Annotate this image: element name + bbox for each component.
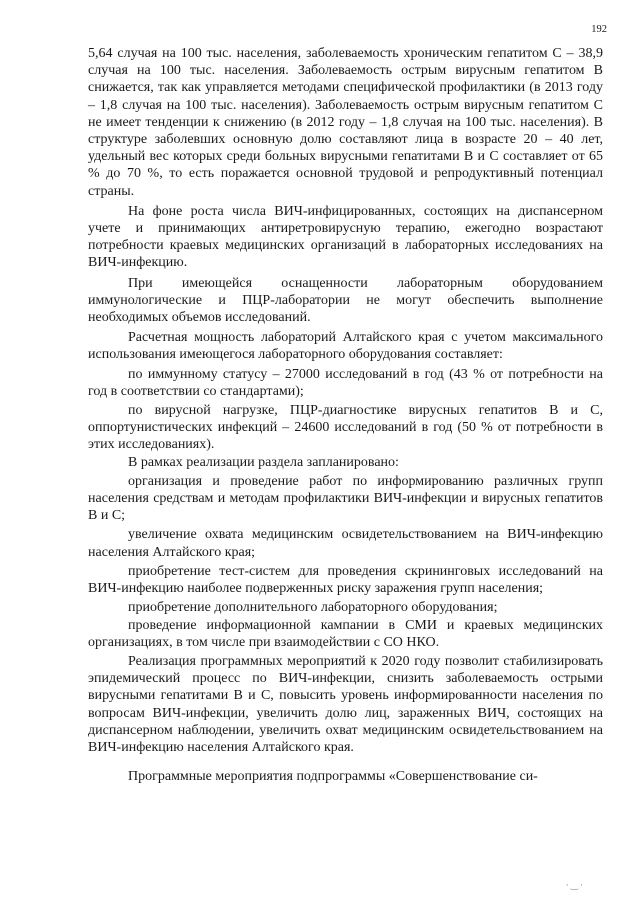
paragraph-lab-equipment: При имеющейся оснащенности лабораторным оборудованием иммунологические и ПЦР-лаборатории не могут обеспечить выполнение необходимых объемов исследований. [88, 275, 603, 326]
page-number: 192 [591, 24, 607, 35]
list-item-screening-coverage: увеличение охвата медицинским освидетельствованием на ВИЧ-инфекцию населения Алтайского края; [88, 527, 603, 560]
list-item-viral-load: по вирусной нагрузке, ПЦР-диагностике вирусных гепатитов В и С, оппортунистических инфекций – 24600 исследований в год (50 % от потребности в этих исследованиях). [88, 403, 603, 453]
scan-artifact: ·‿· [565, 880, 585, 890]
paragraph-hepatitis-statistics: 5,64 случая на 100 тыс. населения, заболеваемость хроническим гепатитом С – 38,9 случая на 100 тыс. населения. Заболеваемость острым вирусным гепатитом В снижается, так как управляется методами специфической профилактики (в 2013 году – 1,8 случая на 100 тыс. населения). Заболеваемость острым вирусным гепатитом С не имеет тенденции к снижению (в 2012 году – 1,8 случая на 100 тыс. населения). В структуре заболевших основную долю составляют лица в возрасте 20 – 40 лет, удельный вес которых среди больных вирусными гепатитами В и С составляет от 65 % до 70 %, то есть поражается основной трудовой и репродуктивный потенциал страны. [88, 46, 603, 199]
list-item-additional-equipment: приобретение дополнительного лабораторного оборудования; [128, 600, 498, 616]
list-item-information-work: организация и проведение работ по информированию различных групп населения средствам и методам профилактики ВИЧ-инфекции и вирусных гепатитов В и С; [88, 473, 603, 524]
list-item-test-systems: приобретение тест-систем для проведения скрининговых исследований на ВИЧ-инфекцию наиболее подверженных риску заражения групп населения; [88, 563, 603, 597]
list-item-immune-status: по иммунному статусу – 27000 исследований в год (43 % от потребности на год в соответствии со стандартами); [88, 366, 603, 399]
paragraph-program-results: Реализация программных мероприятий к 2020 году позволит стабилизировать эпидемический процесс по ВИЧ-инфекции, снизить заболеваемость острыми вирусными гепатитами В и С, повысить уровень информированности населения по вопросам ВИЧ-инфекции, увеличить долю лиц, зараженных ВИЧ, состоящих на диспансерном наблюдении, увеличить охват медицинским освидетельствованием на ВИЧ-инфекцию населения Алтайского края. [88, 653, 603, 755]
paragraph-planned-intro: В рамках реализации раздела запланировано: [128, 454, 399, 470]
paragraph-lab-capacity: Расчетная мощность лабораторий Алтайского края с учетом максимального использования имеющегося лабораторного оборудования составляет: [88, 330, 603, 363]
paragraph-hiv-growth: На фоне роста числа ВИЧ-инфицированных, состоящих на диспансерном учете и принимающих антиретровирусную терапию, ежегодно возрастают потребности краевых медицинских организаций в лабораторных исследованиях на ВИЧ-инфекцию. [88, 203, 603, 271]
paragraph-subprogram-measures: Программные мероприятия подпрограммы «Совершенствование си- [128, 769, 538, 785]
document-body [88, 45, 603, 785]
list-item-media-campaign: проведение информационной кампании в СМИ и краевых медицинских организациях, в том числе при взаимодействии с СО НКО. [88, 617, 603, 650]
